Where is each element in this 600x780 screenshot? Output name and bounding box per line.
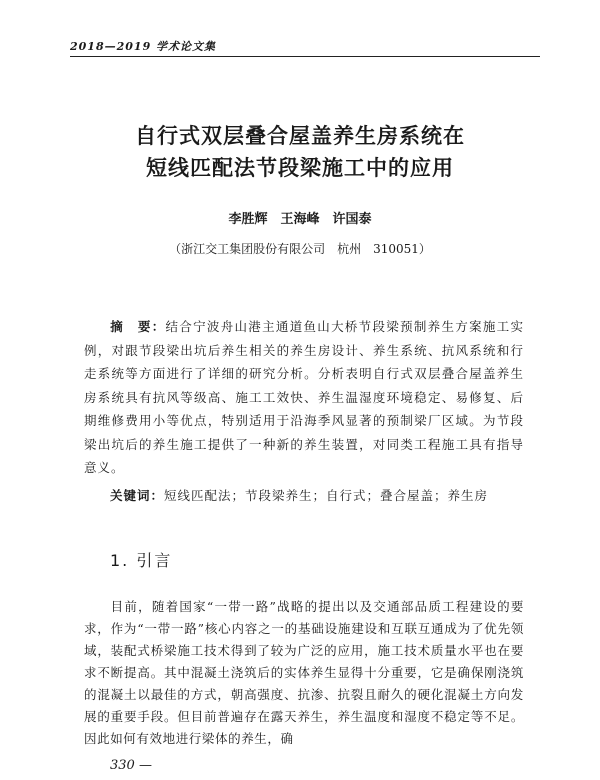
keywords-label: 关键词： [110,488,165,503]
introduction-paragraph [84,596,524,750]
keywords [110,486,530,504]
title-line-1: 自行式双层叠合屋盖养生房系统在 [135,123,465,148]
authors: 李胜辉 王海峰 许国泰 [228,212,372,227]
keywords-text: 短线匹配法；节段梁养生；自行式；叠合屋盖；养生房 [164,488,489,503]
running-head: 2018—2019 学术论文集 [70,40,217,53]
abstract-text: 结合宁波舟山港主通道鱼山大桥节段梁预制养生方案施工实例，对跟节段梁出坑后养生相关的养生房设计、养生系统、抗风系统和行走系统等方面进行了详细的研究分析。分析表明自行式双层叠合屋盖养生房系统具有抗风等级高、施工工效快、养生温湿度环境稳定、易修复、后期维修费用小等优点，特别适用于沿海季风显著的预制梁厂区域。为节段梁出坑后的养生施工提供了一种新的养生装置，对同类工程施工具有指导意义。 [84,319,524,475]
header-rule [70,56,540,57]
title-line-2: 短线匹配法节段梁施工中的应用 [146,155,454,180]
abstract-label: 摘 要： [110,319,166,334]
section-heading-introduction: 1. 引言 [110,551,173,570]
page-number: 330 — [110,758,152,773]
abstract [84,315,524,480]
introduction-text: 目前，随着国家“一带一路”战略的提出以及交通部品质工程建设的要求，作为“一带一路”核心内容之一的基础设施建设和互联互通成为了优先领域，装配式桥梁施工技术得到了较为广泛的应用，施工技术质量水平也在要求不断提高。其中混凝土浇筑后的实体养生显得十分重要，它是确保刚浇筑的混凝土以最佳的方式，朝高强度、抗渗、抗裂且耐久的硬化混凝土方向发展的重要手段。但目前普遍存在露天养生，养生温度和湿度不稳定等不足。因此如何有效地进行梁体的养生，确 [84,599,524,746]
paper-title [0,120,600,184]
affiliation: （浙江交工集团股份有限公司 杭州 310051） [169,242,431,256]
